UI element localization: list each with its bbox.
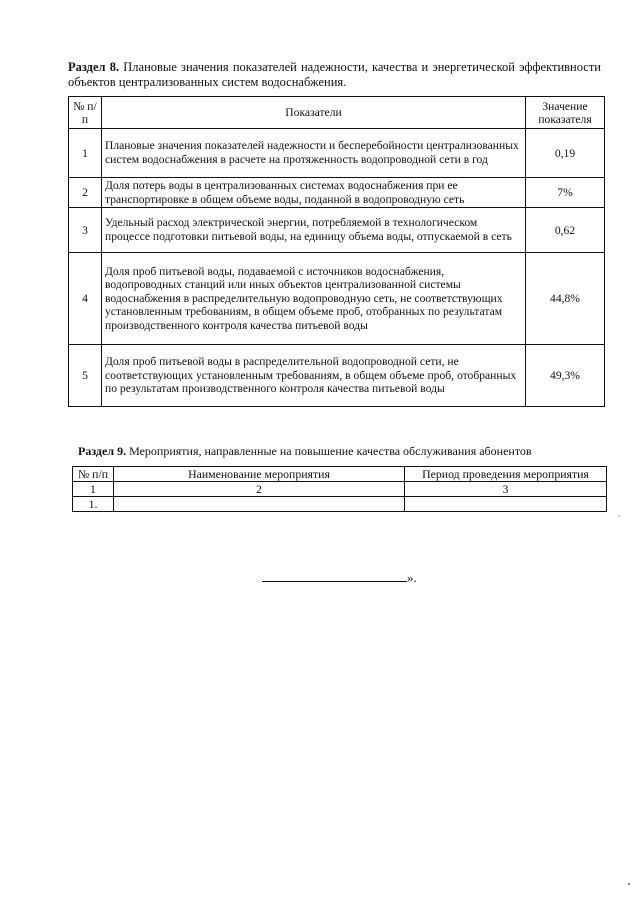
row-num: 3 <box>69 208 102 253</box>
table-header-row <box>73 467 607 482</box>
closing-line <box>262 570 417 586</box>
table-row <box>69 178 605 208</box>
row-num: 1 <box>69 129 102 178</box>
signature-underline <box>262 571 407 582</box>
row-indicator: Удельный расход электрической энергии, потребляемой в технологическом процессе подготовки питьевой воды, на единицу объема воды, отпускаемой в сеть <box>102 208 526 253</box>
table-row <box>69 253 605 345</box>
row-num: 2 <box>69 178 102 208</box>
header-indicator: Показатели <box>102 97 526 129</box>
section-8-table <box>68 96 605 407</box>
row-value: 0,19 <box>526 129 605 178</box>
row-period <box>405 497 607 512</box>
index-num: 1 <box>73 482 114 497</box>
header-name: Наименование мероприятия <box>114 467 405 482</box>
row-value: 49,3% <box>526 345 605 407</box>
section-8-title: Плановые значения показателей надежности, качества и энергетической эффективности объектов централизованных систем водоснабжения. <box>68 60 601 89</box>
row-value: 7% <box>526 178 605 208</box>
scan-speck <box>628 883 630 885</box>
table-row <box>69 208 605 253</box>
section-9-title: Мероприятия, направленные на повышение качества обслуживания абонентов <box>129 444 532 458</box>
index-name: 2 <box>114 482 405 497</box>
row-value: 0,62 <box>526 208 605 253</box>
closing-quote: ». <box>407 570 417 585</box>
header-num: № п/п <box>73 467 114 482</box>
row-indicator: Доля проб питьевой воды в распределительной водопроводной сети, не соответствующих установленным требованиям, в общем объеме проб, отобранных по результатам производственного контроля качества питьевой воды <box>102 345 526 407</box>
header-num: № п/п <box>69 97 102 129</box>
section-8-heading <box>68 60 601 90</box>
table-row <box>69 129 605 178</box>
index-period: 3 <box>405 482 607 497</box>
header-period: Период проведения мероприятия <box>405 467 607 482</box>
row-num: 1. <box>73 497 114 512</box>
row-indicator: Доля проб питьевой воды, подаваемой с источников водоснабжения, водопроводных станций или иных объектов централизованной системы водоснабжения в распределительную водопроводную сеть, не соответствующих установленным требованиям, в общем объеме проб, отобранных по результатам производственного контроля качества питьевой воды <box>102 253 526 345</box>
row-name <box>114 497 405 512</box>
row-num: 4 <box>69 253 102 345</box>
row-num: 5 <box>69 345 102 407</box>
table-row <box>69 345 605 407</box>
section-9-table <box>72 466 607 512</box>
row-value: 44,8% <box>526 253 605 345</box>
table-index-row <box>73 482 607 497</box>
section-8-label: Раздел 8. <box>68 60 120 74</box>
header-value: Значение показателя <box>526 97 605 129</box>
section-9-label: Раздел 9. <box>78 444 127 458</box>
row-indicator: Плановые значения показателей надежности и бесперебойности централизованных систем водоснабжения в расчете на протяженность водопроводной сети в год <box>102 129 526 178</box>
row-indicator: Доля потерь воды в централизованных системах водоснабжения при ее транспортировке в общем объеме воды, поданной в водопроводную сеть <box>102 178 526 208</box>
section-9-heading <box>78 444 532 459</box>
scan-speck <box>618 515 620 517</box>
table-header-row <box>69 97 605 129</box>
table-row <box>73 497 607 512</box>
